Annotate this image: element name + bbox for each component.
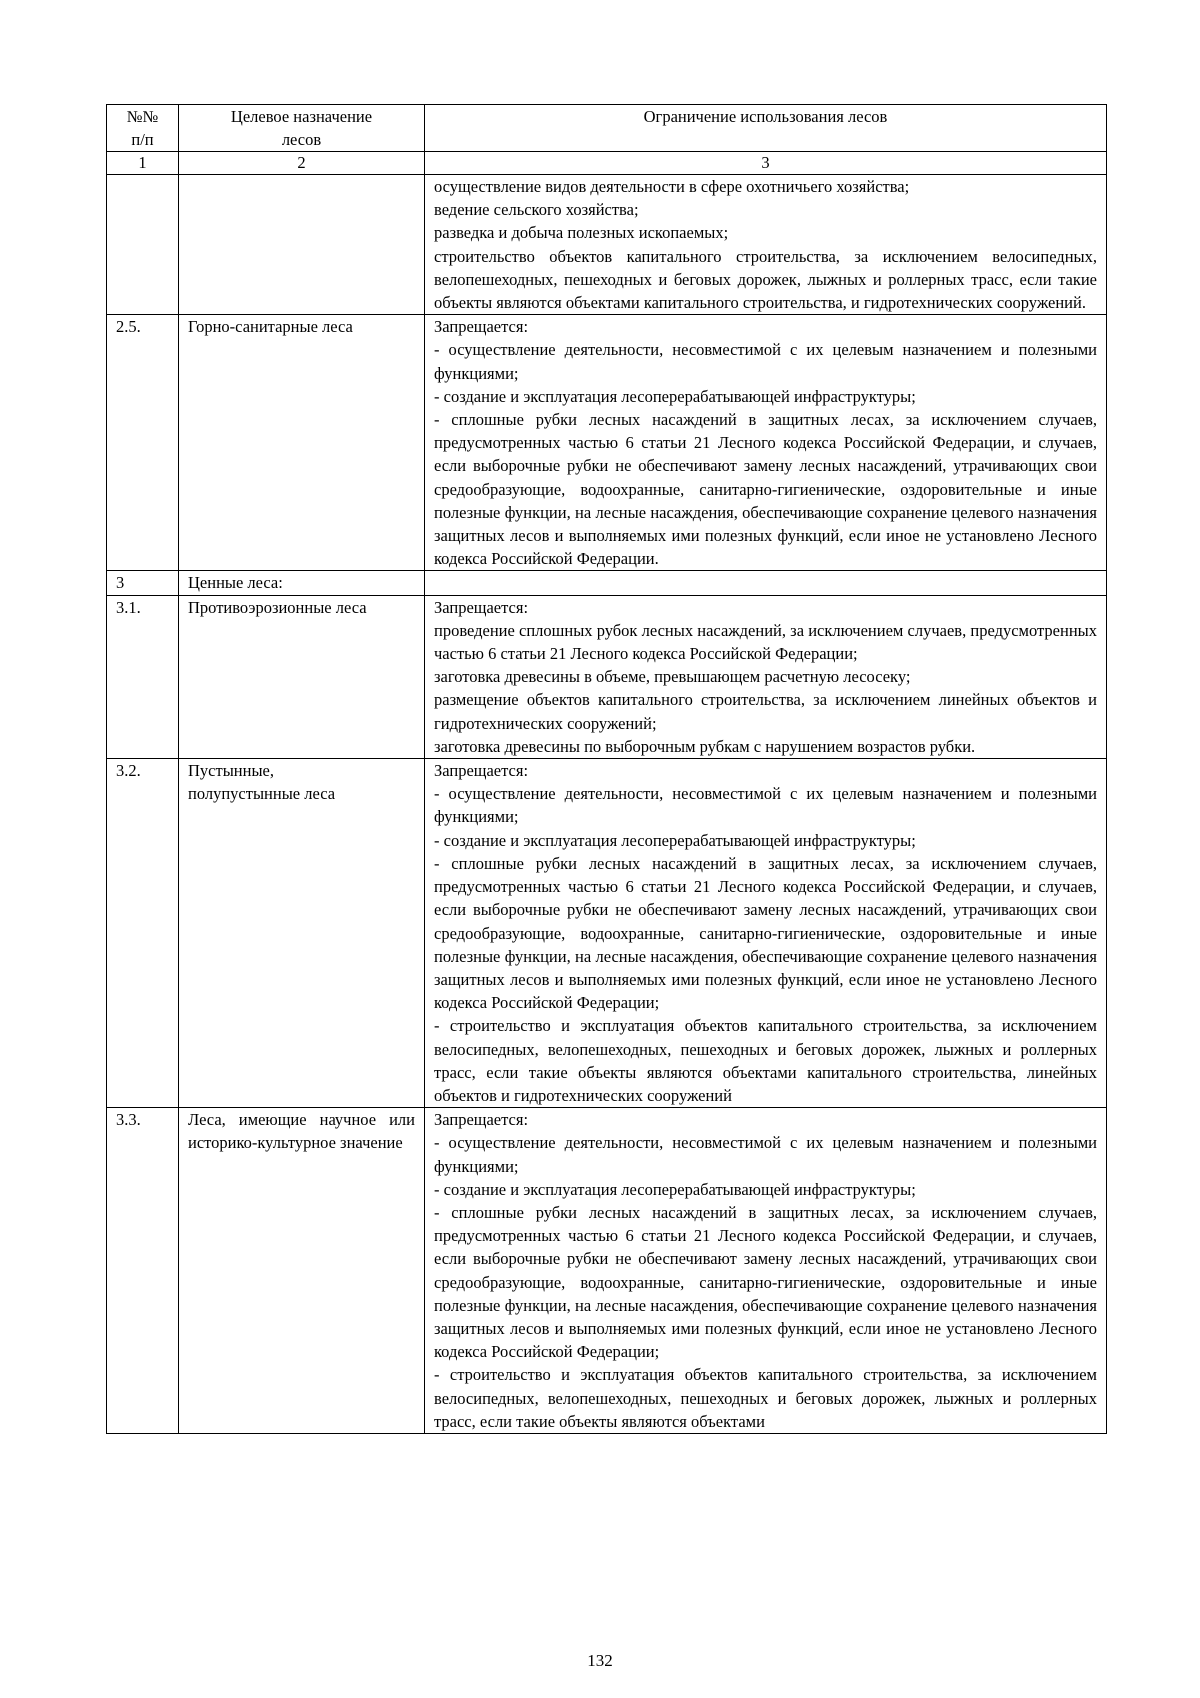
forest-purpose-cell: [179, 595, 425, 758]
header-purpose-line: лесов: [281, 130, 322, 149]
restriction-item: - осуществление деятельности, несовместимой с их целевым назначением и полезными функциями;: [434, 340, 1097, 383]
restriction-item: строительство объектов капитального строительства, за исключением велосипедных, велопешеходных, пешеходных и беговых дорожек, лыжных и роллерных трасс, если такие объекты являются объектами капитального строительства, и гидротехнических сооружений.: [434, 246, 1097, 313]
forest-restrictions-table: [106, 104, 1107, 1434]
restriction-item: Запрещается:: [434, 597, 529, 617]
restriction-item: - сплошные рубки лесных насаждений в защитных лесах, за исключением случаев, предусмотренных частью 6 статьи 21 Лесного кодекса Российской Федерации, и случаев, если выборочные рубки не обеспечивают замену лесных насаждений, утрачивающих свои средообразующие, водоохранные, санитарно-гигиенические, оздоровительные и иные полезные функции, на лесные насаждения, обеспечивающие сохранение целевого назначения защитных лесов и выполняемых ими полезных функций, если иное не установлено Лесного кодекса Российской Федерации.: [434, 410, 1097, 569]
column-number-row: [107, 152, 1107, 175]
forest-purpose: Противоэрозионные леса: [188, 597, 367, 617]
restriction-item: заготовка древесины по выборочным рубкам с нарушением возрастов рубки.: [434, 736, 976, 756]
restriction-cell: [425, 595, 1107, 758]
table-row: [107, 1108, 1107, 1434]
header-limit: Ограничение использования лесов: [425, 105, 1107, 152]
header-num-line: №№: [126, 107, 159, 126]
restriction-item: осуществление видов деятельности в сфере охотничьего хозяйства;: [434, 177, 910, 196]
restriction-item: проведение сплошных рубок лесных насаждений, за исключением случаев, предусмотренных частью 6 статьи 21 Лесного кодекса Российской Федерации;: [434, 620, 1097, 664]
header-num: [107, 105, 179, 152]
restriction-item: - создание и эксплуатация лесоперерабатывающей инфраструктуры;: [434, 830, 916, 850]
table-row: [107, 571, 1107, 595]
header-num-line: п/п: [131, 130, 154, 149]
page-number: 132: [587, 1651, 613, 1670]
column-number: 1: [107, 152, 179, 175]
restriction-item: Запрещается:: [434, 317, 529, 337]
table-row: [107, 759, 1107, 1108]
row-number: 2.5.: [107, 315, 179, 571]
restriction-cell: [425, 315, 1107, 571]
restriction-cell: [425, 175, 1107, 315]
forest-purpose: полупустынные леса: [188, 784, 336, 804]
forest-purpose-cell: [179, 315, 425, 571]
restriction-item: - сплошные рубки лесных насаждений в защитных лесах, за исключением случаев, предусмотренных частью 6 статьи 21 Лесного кодекса Российской Федерации, и случаев, если выборочные рубки не обеспечивают замену лесных насаждений, утрачивающих свои средообразующие, водоохранные, санитарно-гигиенические, оздоровительные и иные полезные функции, на лесные насаждения, обеспечивающие сохранение целевого назначения защитных лесов и выполняемых ими полезных функций, если иное не установлено Лесного кодекса Российской Федерации;: [434, 853, 1097, 1013]
restriction-item: заготовка древесины в объеме, превышающем расчетную лесосеку;: [434, 667, 911, 687]
table-row: [107, 175, 1107, 315]
forest-purpose: Пустынные,: [188, 761, 274, 781]
table-row: [107, 595, 1107, 758]
restriction-item: разведка и добыча полезных ископаемых;: [434, 223, 729, 243]
table-header-row: [107, 105, 1107, 152]
table-row: [107, 315, 1107, 571]
forest-purpose: Леса, имеющие научное или историко-культурное значение: [188, 1110, 415, 1153]
restriction-item: Запрещается:: [434, 1110, 529, 1130]
header-purpose-line: Целевое назначение: [230, 107, 373, 126]
column-number: 3: [425, 152, 1107, 175]
restriction-item: - строительство и эксплуатация объектов капитального строительства, за исключением велосипедных, велопешеходных, пешеходных и беговых дорожек, лыжных и роллерных трасс, если такие объекты являются объектами: [434, 1365, 1097, 1431]
forest-purpose-cell: [179, 759, 425, 1108]
restriction-item: - строительство и эксплуатация объектов капитального строительства, за исключением велосипедных, велопешеходных, пешеходных и беговых дорожек, лыжных и роллерных трасс, если такие объекты являются объектами капитального строительства, линейных объектов и гидротехнических сооружений: [434, 1016, 1097, 1105]
restriction-item: размещение объектов капитального строительства, за исключением линейных объектов и гидротехнических сооружений;: [434, 690, 1097, 733]
restriction-cell: [425, 759, 1107, 1108]
row-number: [107, 175, 179, 315]
restriction-item: - осуществление деятельности, несовместимой с их целевым назначением и полезными функциями;: [434, 784, 1097, 827]
restriction-item: - создание и эксплуатация лесоперерабатывающей инфраструктуры;: [434, 1179, 916, 1199]
column-number: 2: [179, 152, 425, 175]
restriction-item: - осуществление деятельности, несовместимой с их целевым назначением и полезными функциями;: [434, 1133, 1097, 1176]
restriction-item: - сплошные рубки лесных насаждений в защитных лесах, за исключением случаев, предусмотренных частью 6 статьи 21 Лесного кодекса Российской Федерации, и случаев, если выборочные рубки не обеспечивают замену лесных насаждений, утрачивающих свои средообразующие, водоохранные, санитарно-гигиенические, оздоровительные и иные полезные функции, на лесные насаждения, обеспечивающие сохранение целевого назначения защитных лесов и выполняемых ими полезных функций, если иное не установлено Лесного кодекса Российской Федерации;: [434, 1202, 1097, 1362]
forest-purpose-cell: [179, 1108, 425, 1434]
restriction-item: - создание и эксплуатация лесоперерабатывающей инфраструктуры;: [434, 386, 916, 406]
row-number: 3.1.: [107, 595, 179, 758]
restriction-item: Запрещается:: [434, 761, 529, 781]
restriction-item: ведение сельского хозяйства;: [434, 200, 639, 220]
forest-purpose-cell: [179, 571, 425, 595]
table-body: [107, 175, 1107, 1434]
forest-purpose-cell: [179, 175, 425, 315]
forest-purpose: Ценные леса:: [188, 573, 283, 593]
row-number: 3: [107, 571, 179, 595]
restriction-cell: [425, 1108, 1107, 1434]
header-purpose: [179, 105, 425, 152]
forest-purpose: Горно-санитарные леса: [188, 317, 353, 337]
restriction-cell: [425, 571, 1107, 595]
row-number: 3.3.: [107, 1108, 179, 1434]
row-number: 3.2.: [107, 759, 179, 1108]
